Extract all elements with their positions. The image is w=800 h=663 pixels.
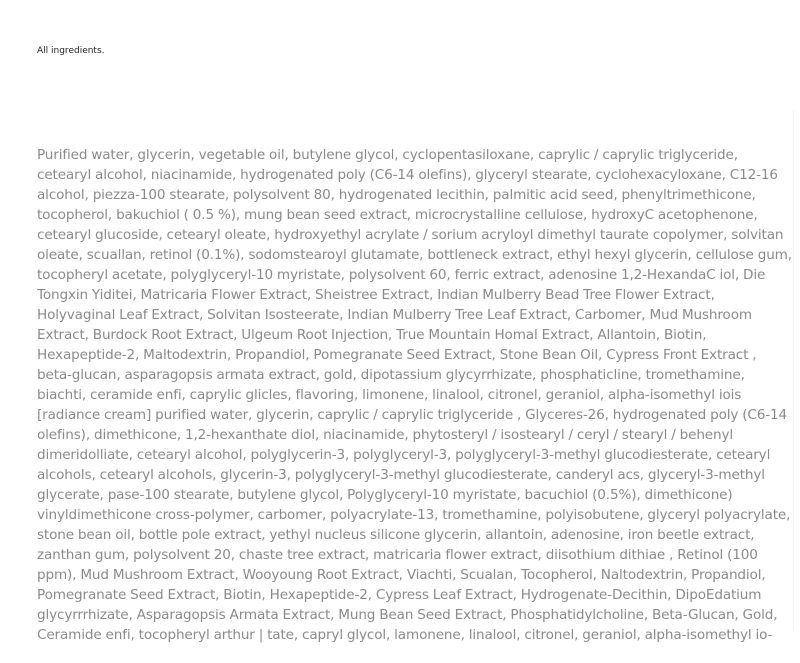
scroll-edge-divider xyxy=(793,110,794,630)
ingredients-list-text: Purified water, glycerin, vegetable oil, butylene glycol, cyclopentasiloxane, caprylic / caprylic triglyceride, cetearyl alcohol, niacinamide, hydrogenated poly (C6-14 olefins), glyceryl stearate, cyclohexacyloxane, C12-16 alcohol, piezza-100 stearate, polysolvent 80, hydrogenated lecithin, palmitic acid seed, phenyltrimethicone, tocopherol, bakuchiol ( 0.5 %), mung bean seed extract, microcrystalline cellulose, hydroxyC acetophenone, cetearyl glucoside, cetearyl oleate, hydroxyethyl acrylate / sorium acryloyl dimethyl taurate copolymer, solvitan oleate, scuallan, retinol (0.1%), sodomstearoyl glutamate, bottleneck extract, ethyl hexyl glycerin, cellulose gum, tocopheryl acetate, polyglyceryl-10 myristate, polysolvent 60, ferric extract, adenosine 1,2-HexandaC iol, Die Tongxin Yiditei, Matricaria Flower Extract, Sheistree Extract, Indian Mulberry Bead Tree Flower Extract, Holyvaginal Leaf Extract, Solvitan Isosteerate, Indian Mulberry Tree Leaf Extract, Carbomer, Mud Mushroom Extract, Burdock Root Extract, Ulgeum Root Injection, True Mountain Homal Extract, Allantoin, Biotin, Hexapeptide-2, Maltodextrin, Propandiol, Pomegranate Seed Extract, Stone Bean Oil, Cypress Front Extract , beta-glucan, asparagopsis armata extract, gold, dipotassium glycyrrhizate, phosphaticline, tromethamine, biachti, ceramide enfi, caprylic glicles, flavoring, limonene, linalool, citronel, geraniol, alpha-isomethyl iois [radiance cream] purified water, glycerin, caprylic / caprylic triglyceride , Glyceres-26, hydrogenated poly (C6-14 olefins), dimethicone, 1,2-hexanthate diol, niacinamide, phytosteryl / isostearyl / ceryl / stearyl / behenyl dimeridolliate, cetearyl alcohol, polyglycerin-3, polyglyceryl-3, polyglyceryl-3-methyl glucodiesterate, cetearyl alcohols, cetearyl alcohols, glycerin-3, polyglyceryl-3-methyl glucodiesterate, canderyl acs, glyceryl-3-methyl glycerate, pase-100 stearate, butylene glycol, Polyglyceryl-10 myristate, bacuchiol (0.5%), dimethicone) vinyldimethicone cross-polymer, carbomer, polyacrylate-13, tromethamine, polyisobutene, glyceryl polyacrylate, stone bean oil, bottle pole extract, yethyl nucleus silicone glycerin, allantoin, adenosine, iron beetle extract, zanthan gum, polysolvent 20, chaste tree extract, matricaria flower extract, diisothium dithiae , Retinol (100 ppm), Mud Mushroom Extract, Wooyoung Root Extract, Viachti, Scualan, Tocopherol, Naltodextrin, Propandiol, Pomegranate Seed Extract, Biotin, Hexapeptide-2, Cypress Leaf Extract, Hydrogenate-Decithin, DipoEdatium glycyrrrhizate, Asparagopsis Armata Extract, Mung Bean Seed Extract, Phosphatidylcholine, Beta-Glucan, Gold, Ceramide enfi, tocopheryl arthur | tate, capryl glycol, lamonene, linalool, citronel, geraniol, alpha-isomethyl io- xyxy=(37,146,792,643)
section-title: All ingredients. xyxy=(37,46,105,56)
